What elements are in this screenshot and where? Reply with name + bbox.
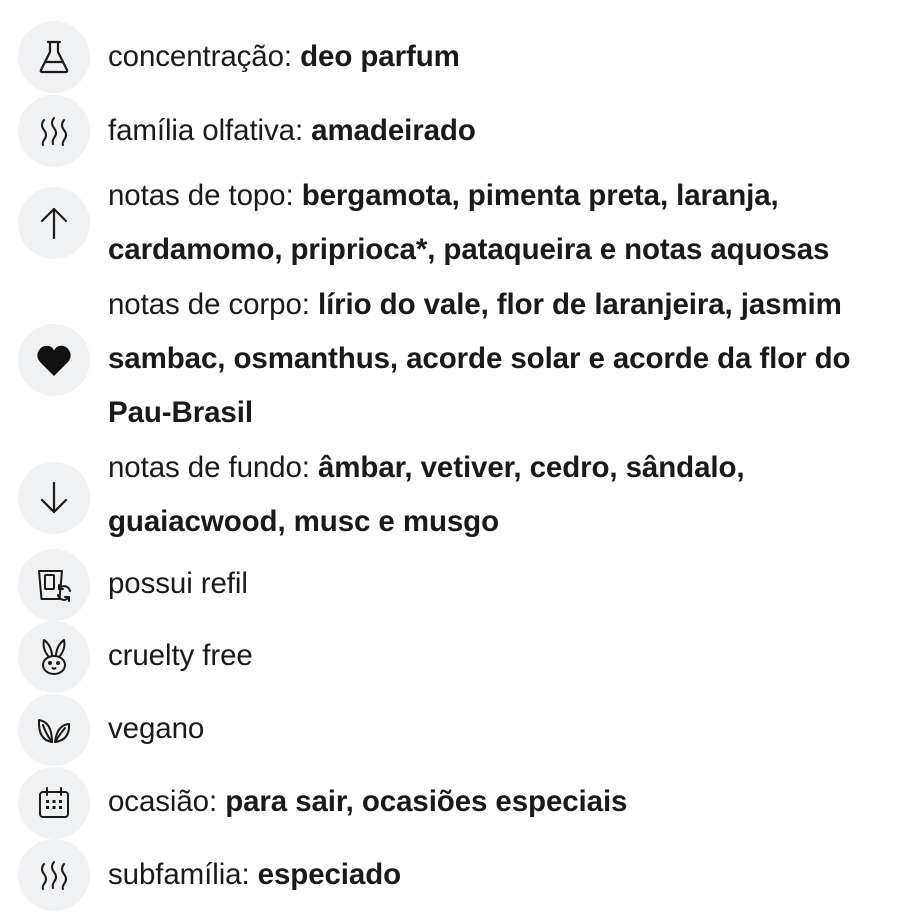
- arrow-down-icon: [34, 478, 74, 518]
- attribute-label: cruelty free: [108, 639, 253, 672]
- attribute-label: ocasião: [108, 785, 209, 818]
- attribute-label: concentração: [108, 40, 284, 73]
- attribute-label: possui refil: [108, 567, 248, 600]
- attribute-label: subfamília: [108, 858, 242, 891]
- leaves-icon: [34, 710, 74, 750]
- arrow-up-icon: [34, 203, 74, 243]
- arrow-up-icon-badge: [18, 187, 90, 259]
- attribute-label: notas de corpo: [108, 288, 302, 321]
- attribute-value: para sair, ocasiões especiais: [225, 785, 628, 818]
- attribute-separator: :: [283, 40, 301, 73]
- leaves-icon-badge: [18, 694, 90, 766]
- attribute-row-ocasiao: [0, 766, 920, 840]
- attribute-label: notas de fundo: [108, 451, 302, 484]
- aroma-waves-icon: [34, 111, 74, 151]
- attribute-separator: :: [301, 451, 318, 484]
- attribute-value: âmbar, vetiver, cedro, sândalo, guaiacwood, musc e musgo: [108, 451, 745, 538]
- attribute-row-subfamilia: [0, 838, 920, 912]
- calendar-icon-badge: [18, 767, 90, 839]
- attribute-separator: :: [301, 288, 318, 321]
- attribute-label: família olfativa: [108, 114, 295, 147]
- refill-icon: [34, 565, 74, 605]
- rabbit-icon: [34, 637, 74, 677]
- attribute-separator: :: [294, 114, 312, 147]
- heart-icon: [34, 340, 74, 380]
- attribute-value: lírio do vale, flor de laranjeira, jasmim sambac, osmanthus, acorde solar e acorde da flor do Pau-Brasil: [108, 288, 851, 429]
- arrow-down-icon-badge: [18, 462, 90, 534]
- attribute-value: especiado: [257, 858, 402, 891]
- attribute-row-notas-de-fundo: [0, 443, 920, 553]
- attribute-row-vegano: [0, 693, 920, 767]
- aroma-waves-icon: [34, 855, 74, 895]
- attribute-value: bergamota, pimenta preta, laranja, cardamomo, priprioca*, pataqueira e notas aquosas: [108, 179, 830, 266]
- attribute-separator: :: [208, 785, 226, 818]
- attribute-row-possui-refil: [0, 548, 920, 622]
- attribute-label: notas de topo: [108, 179, 286, 212]
- rabbit-icon-badge: [18, 621, 90, 693]
- attribute-row-concentracao: [0, 20, 920, 94]
- aroma-waves-icon-badge: [18, 839, 90, 911]
- attribute-label: vegano: [108, 712, 205, 745]
- attribute-value: amadeirado: [311, 114, 476, 147]
- attribute-separator: :: [285, 179, 302, 212]
- attribute-row-notas-de-corpo: [0, 278, 920, 443]
- attribute-separator: :: [241, 858, 258, 891]
- attribute-row-familia-olfativa: [0, 94, 920, 168]
- refill-icon-badge: [18, 549, 90, 621]
- attribute-value: deo parfum: [300, 40, 460, 73]
- heart-icon-badge: [18, 324, 90, 396]
- flask-icon-badge: [18, 21, 90, 93]
- flask-icon: [34, 37, 74, 77]
- attribute-row-cruelty-free: [0, 620, 920, 694]
- aroma-waves-icon-badge: [18, 95, 90, 167]
- attribute-row-notas-de-topo: [0, 168, 920, 278]
- calendar-icon: [34, 783, 74, 823]
